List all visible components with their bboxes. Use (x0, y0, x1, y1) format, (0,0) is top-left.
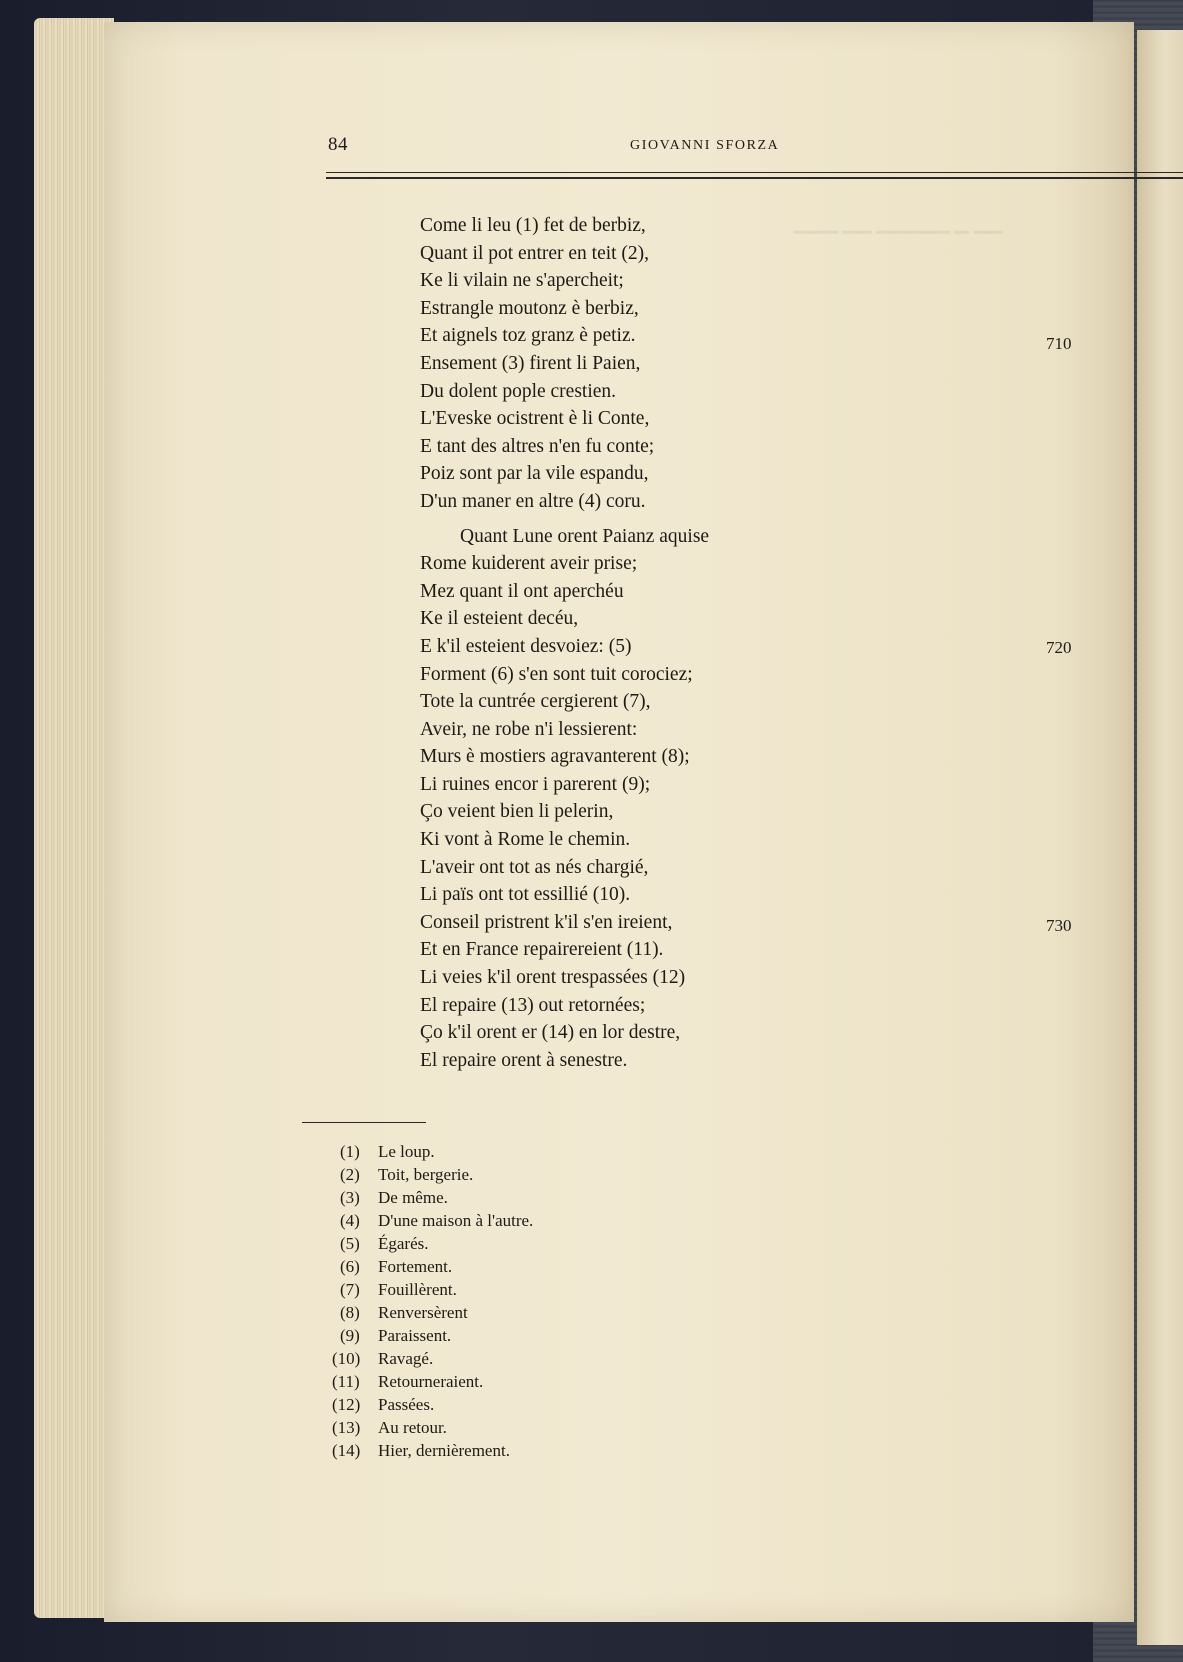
footnote-number: (12) (332, 1395, 361, 1414)
verse-line: D'un maner en altre (4) coru. (420, 490, 646, 512)
verse-line: E tant des altres n'en fu conte; (420, 435, 655, 457)
footnote-text: Fouillèrent. (378, 1280, 457, 1299)
footnote-number: (13) (332, 1418, 361, 1437)
footnote (340, 1324, 533, 1347)
footnote-text: Paraissent. (378, 1326, 452, 1345)
footnote (332, 1347, 533, 1370)
footnote-text: Hier, dernièrement. (378, 1441, 510, 1460)
footnote (340, 1278, 533, 1301)
verse-line: El repaire orent à senestre. (420, 1049, 628, 1071)
footnote (332, 1439, 533, 1462)
footnote-number: (7) (340, 1280, 360, 1299)
footnote-text: De même. (378, 1188, 448, 1207)
footnote-number: (6) (340, 1257, 360, 1276)
footnotes (332, 1140, 534, 1462)
footnote (340, 1163, 533, 1186)
line-number-710: 710 (1046, 334, 1072, 353)
footnote-number: (14) (332, 1441, 361, 1460)
footnote-number: (10) (332, 1349, 361, 1368)
page-edges (34, 18, 114, 1618)
verse-line: Conseil pristrent k'il s'en ireient, (420, 911, 673, 933)
verse-line: Du dolent pople crestien. (420, 380, 617, 402)
verse-line: E k'il esteient desvoiez: (5) (420, 635, 632, 657)
footnote-text: Fortement. (378, 1257, 453, 1276)
verse-line: Estrangle moutonz è berbiz, (420, 297, 639, 319)
verse-line: Ki vont à Rome le chemin. (420, 829, 631, 851)
verse-block (420, 212, 940, 1074)
line-number-720: 720 (1046, 638, 1072, 657)
footnote (332, 1370, 533, 1393)
footnote (332, 1393, 533, 1416)
footnote-number: (2) (340, 1165, 360, 1184)
footnote (340, 1301, 533, 1324)
verse-line: L'Eveske ocistrent è li Conte, (420, 408, 650, 430)
footnote-text: Passées. (378, 1395, 435, 1414)
footnote-text: Ravagé. (378, 1349, 434, 1368)
verse-line: Poiz sont par la vile espandu, (420, 463, 649, 485)
footnote (340, 1209, 533, 1232)
footnote-text: D'une maison à l'autre. (378, 1211, 534, 1230)
footnote-rule (302, 1122, 426, 1123)
verse-line: Quant il pot entrer en teit (2), (420, 242, 650, 264)
footnote (340, 1255, 533, 1278)
footnote-text: Au retour. (378, 1418, 447, 1437)
book-page (104, 22, 1134, 1622)
footnote-text: Renversèrent (378, 1303, 468, 1322)
footnote (332, 1416, 533, 1439)
verse-line: Li païs ont tot essillié (10). (420, 884, 631, 906)
verse-line: Quant Lune orent Paianz aquise (460, 525, 710, 547)
verse-line: Ço veient bien li pelerin, (420, 801, 614, 823)
show-through-text: ▁▁▁ ▁▁ ▁▁▁▁▁ ▁ ▁▁ (794, 213, 1003, 234)
footnote-text: Égarés. (378, 1234, 429, 1253)
footnote-number: (4) (340, 1211, 360, 1230)
footnote-text: Toit, bergerie. (378, 1165, 474, 1184)
page-number: 84 (328, 134, 348, 155)
verse-line: El repaire (13) out retornées; (420, 994, 646, 1016)
header-rule-thin (326, 172, 1183, 173)
verse-line: Ke il esteient decéu, (420, 608, 579, 630)
verse-line: Forment (6) s'en sont tuit corociez; (420, 663, 693, 685)
footnote-number: (1) (340, 1142, 360, 1161)
verse-line: Aveir, ne robe n'i lessierent: (420, 718, 638, 740)
verse-line: Come li leu (1) fet de berbiz, (420, 215, 646, 236)
header-rule-thick (326, 177, 1183, 179)
running-head: GIOVANNI SFORZA (630, 138, 780, 153)
footnote (340, 1232, 533, 1255)
verse-line: Ensement (3) firent li Paien, (420, 352, 641, 374)
verse-line: Tote la cuntrée cergierent (7), (420, 691, 651, 713)
verse-line: Mez quant il ont aperchéu (420, 580, 624, 602)
verse-line: Li ruines encor i parerent (9); (420, 773, 651, 795)
verse-line: Murs è mostiers agravanterent (8); (420, 746, 690, 768)
footnote-text: Retourneraient. (378, 1372, 484, 1391)
verse-line: Li veies k'il orent trespassées (12) (420, 967, 686, 989)
facing-page-edge (1137, 30, 1183, 1645)
footnote-number: (11) (332, 1372, 360, 1391)
footnote-text: Le loup. (378, 1142, 435, 1161)
verse-line: Ke li vilain ne s'apercheit; (420, 270, 624, 292)
footnote-number: (3) (340, 1188, 360, 1207)
verse-line: Ço k'il orent er (14) en lor destre, (420, 1022, 681, 1044)
footnote-number: (9) (340, 1326, 360, 1345)
verse-line: Rome kuiderent aveir prise; (420, 553, 638, 575)
footnote-number: (5) (340, 1234, 360, 1253)
verse-line: Et en France repairereient (11). (420, 939, 664, 961)
verse-line: Et aignels toz granz è petiz. (420, 325, 636, 347)
footnote (340, 1186, 533, 1209)
verse-line: L'aveir ont tot as nés chargié, (420, 856, 649, 878)
footnote-number: (8) (340, 1303, 360, 1322)
footnote (340, 1140, 533, 1163)
line-number-730: 730 (1046, 916, 1072, 935)
